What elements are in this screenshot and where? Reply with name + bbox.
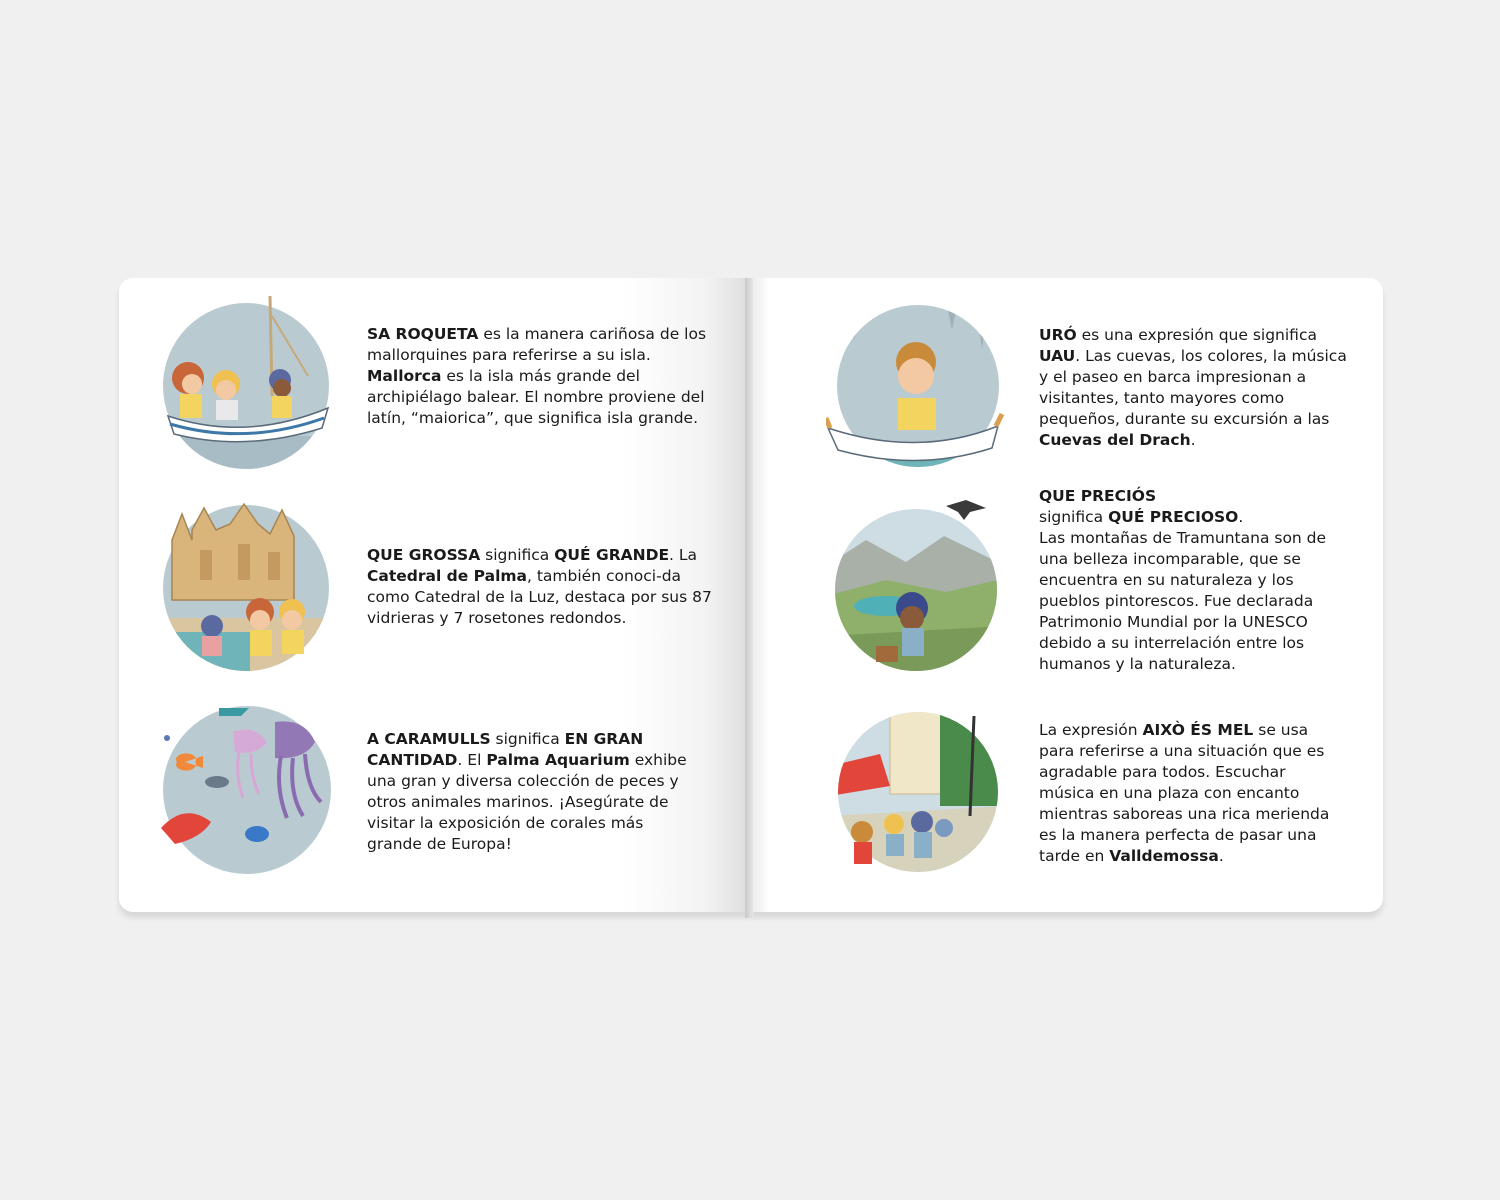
body-text: .: [1190, 431, 1196, 449]
body-text: es una expresión que significa: [1076, 326, 1317, 344]
body-text: . La: [669, 546, 698, 564]
body-text: . El: [457, 751, 487, 769]
bold-term: AIXÒ ÉS MEL: [1142, 721, 1254, 739]
body-text: se usa para referirse a una situación que es agradable para todos. Escuchar música en una plaza con encanto mientras saboreas una rica merienda es la manera perfecta de pasar una tarde en: [1039, 721, 1330, 865]
bold-term: Palma Aquarium: [486, 751, 630, 769]
cathedral-icon: [160, 500, 332, 672]
entry-text-que-precios: [1039, 486, 1349, 675]
bold-term: A CARAMULLS: [367, 730, 491, 748]
boat-family-icon: [160, 296, 332, 472]
entry-text-que-grossa: [367, 545, 712, 629]
bold-term: Valldemossa: [1109, 847, 1219, 865]
body-text: significa: [1039, 508, 1109, 526]
bold-term: EN GRAN CANTIDAD: [367, 730, 644, 769]
bold-term: QUÉ GRANDE: [554, 546, 670, 564]
entry-text-aixo-es-mel: [1039, 720, 1344, 867]
body-text: . Las cuevas, los colores, la música y el paseo en barca impresionan a visitantes, tanto mayores como pequeños, durante su excursión a las: [1039, 347, 1347, 428]
entry-text-sa-roqueta: [367, 324, 707, 429]
bold-term: QUÉ PRECIOSO: [1108, 508, 1239, 526]
book-gutter: [745, 278, 753, 918]
mountains-icon: [826, 496, 1006, 676]
body-text: .: [1238, 508, 1244, 526]
body-text: La expresión: [1039, 721, 1143, 739]
body-text: es la manera cariñosa de los mallorquines para referirse a su isla.: [367, 325, 707, 364]
bold-term: QUE PRECIÓS: [1039, 487, 1157, 505]
body-text: Las montañas de Tramuntana son de una belleza incomparable, que se encuentra en su naturaleza y los pueblos pintorescos. Fue declarada Patrimonio Mundial por la UNESCO debido a su interrelación entre los humanos y la naturaleza.: [1039, 529, 1327, 673]
bold-term: Catedral de Palma: [367, 567, 527, 585]
bold-term: QUE GROSSA: [367, 546, 481, 564]
bold-term: Cuevas del Drach: [1039, 431, 1191, 449]
entry-text-uro: [1039, 325, 1349, 451]
bold-term: Mallorca: [367, 367, 442, 385]
aquarium-icon: [155, 698, 335, 878]
village-square-icon: [830, 696, 1008, 876]
body-text: exhibe una gran y diversa colección de peces y otros animales marinos. ¡Asegúrate de visitar la exposición de corales más grande de Europa!: [367, 751, 687, 853]
entry-text-a-caramulls: [367, 729, 702, 855]
body-text: , también conoci-da como Catedral de la Luz, destaca por sus 87 vidrieras y 7 rosetones redondos.: [367, 567, 712, 627]
cave-boat-icon: [826, 300, 1006, 472]
body-text: es la isla más grande del archipiélago balear. El nombre proviene del latín, “maiorica”, que significa isla grande.: [367, 367, 705, 427]
body-text: significa: [480, 546, 555, 564]
bold-term: SA ROQUETA: [367, 325, 479, 343]
body-text: significa: [490, 730, 565, 748]
bold-term: URÓ: [1039, 326, 1077, 344]
bold-term: UAU: [1039, 347, 1076, 365]
body-text: .: [1218, 847, 1224, 865]
